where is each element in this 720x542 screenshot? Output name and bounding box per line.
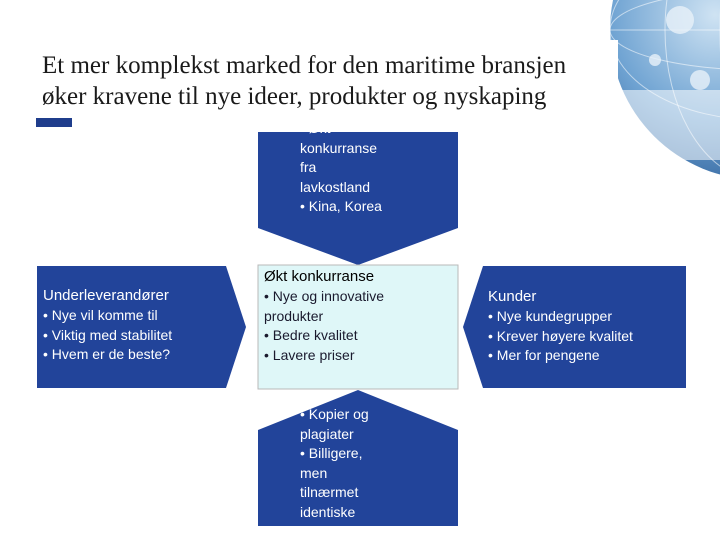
top-line-5: • Kina, Korea bbox=[300, 198, 382, 214]
bottom-line-4: men bbox=[300, 464, 328, 481]
top-line-4: lavkostland bbox=[300, 178, 371, 195]
left-bullet-3: • Hvem er de beste? bbox=[43, 346, 171, 362]
left-heading: Underleverandører bbox=[43, 287, 169, 304]
right-bullet-2: • Krever høyere kvalitet bbox=[488, 327, 633, 344]
bottom-box-text bbox=[300, 397, 450, 539]
right-box-text bbox=[488, 287, 683, 366]
right-bullet-3: • Mer for pengene bbox=[488, 347, 600, 363]
center-heading: Økt konkurranse bbox=[264, 268, 375, 285]
bottom-line-5: tilnærmet bbox=[300, 484, 359, 500]
center-bullet-1: • Nye og innovative bbox=[264, 288, 385, 304]
title-accent-bar bbox=[36, 118, 72, 127]
right-bullet-1: • Nye kundegrupper bbox=[488, 308, 612, 324]
left-bullet-1: • Nye vil komme til bbox=[43, 307, 158, 323]
center-box-text bbox=[264, 267, 454, 365]
center-bullet-3: • Bedre kvalitet bbox=[264, 327, 358, 343]
bottom-line-7: produkter bbox=[300, 523, 360, 539]
top-line-1: • Økt bbox=[300, 120, 331, 136]
bottom-line-1: • Kopier og bbox=[300, 406, 369, 422]
center-bullet-2: produkter bbox=[264, 307, 324, 324]
center-bullet-4: • Lavere priser bbox=[264, 346, 355, 363]
bottom-line-2: plagiater bbox=[300, 425, 354, 442]
bottom-line-3: • Billigere, bbox=[300, 445, 363, 461]
title-line-1: Et mer komplekst marked for den maritime bransjen bbox=[42, 52, 567, 79]
top-line-3: fra bbox=[300, 159, 317, 175]
slide-title bbox=[42, 50, 622, 112]
bottom-line-6: identiske bbox=[300, 503, 356, 520]
right-heading: Kunder bbox=[488, 288, 537, 305]
top-box-text bbox=[300, 122, 450, 219]
top-line-2: konkurranse bbox=[300, 139, 378, 156]
title-line-2: øker kravene til nye ideer, produkter og nyskaping bbox=[42, 83, 547, 110]
left-box-text bbox=[43, 286, 223, 365]
left-bullet-2: • Viktig med stabilitet bbox=[43, 326, 173, 343]
